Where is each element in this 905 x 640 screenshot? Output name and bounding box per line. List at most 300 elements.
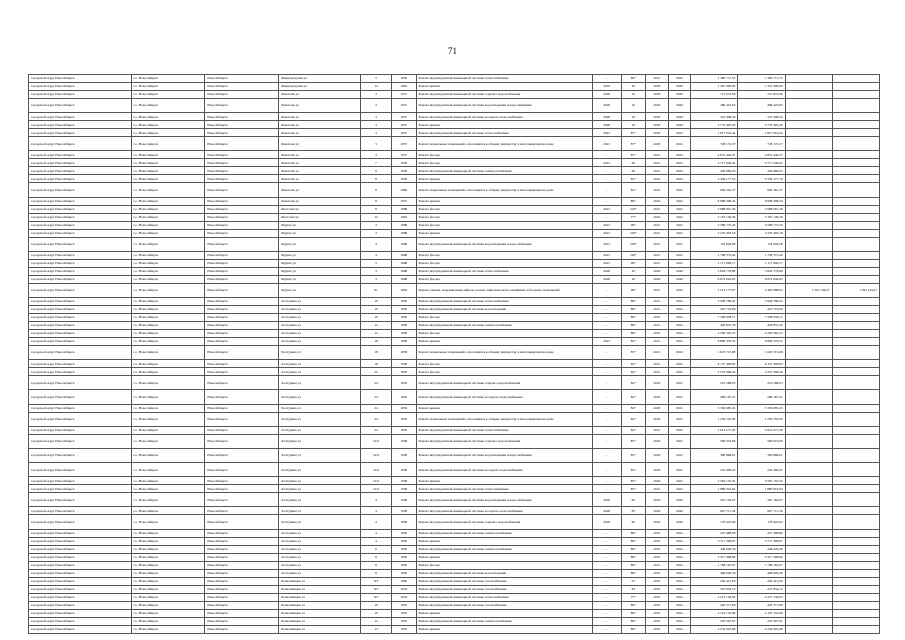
cell-year: 1959 [391, 390, 416, 404]
cell-year: 1958 [391, 329, 416, 337]
cell-year: 1964 [391, 213, 416, 221]
cell-plan-start: 2020 [646, 137, 669, 151]
cell-municipality: городской округ Новосибирск [29, 151, 132, 159]
cell-cost-total-2: 2 215 130,63 [738, 593, 785, 601]
cell-extra-2 [832, 376, 879, 390]
cell-street: Халтурина ул [279, 368, 361, 376]
cell-municipality: городской округ Новосибирск [29, 237, 132, 251]
cell-area: - [592, 183, 621, 197]
cell-plan-end: 2022 [668, 305, 691, 313]
cell-house: 3 [361, 221, 392, 229]
cell-street: Халтурина ул [279, 337, 361, 345]
table-row [29, 360, 880, 368]
cell-plan-start: 2021 [646, 259, 669, 267]
cell-municipality: городской округ Новосибирск [29, 197, 132, 205]
cell-cost-total-2: 433 367,91 [738, 617, 785, 625]
cell-area: - [592, 345, 621, 359]
cell-plan-start: 2021 [646, 151, 669, 159]
cell-cost-total: 6 874 044,95 [691, 275, 738, 283]
cell-plan-end: 2020 [668, 267, 691, 275]
table-row [29, 404, 880, 412]
cell-settlement: г.о. Новосибирск [131, 267, 205, 275]
cell-extra-1 [785, 617, 832, 625]
cell-cost-total: 3 317 368,96 [691, 553, 738, 561]
cell-work: Ремонт крыши [416, 229, 592, 237]
cell-settlement: г.о. Новосибирск [131, 275, 205, 283]
cell-settlement: г.о. Новосибирск [131, 368, 205, 376]
cell-area: - [592, 434, 621, 448]
cell-plan-start: 2020 [646, 113, 669, 121]
cell-year: 1957 [391, 151, 416, 159]
table-row [29, 617, 880, 625]
cell-street: Халтурина ул [279, 477, 361, 485]
cell-sign: 87* [621, 137, 646, 151]
cell-plan-start: 2021 [646, 368, 669, 376]
cell-cost-total: 204 412,09 [691, 577, 738, 585]
cell-municipality: городской округ Новосибирск [29, 625, 132, 633]
cell-area: 2021 [592, 237, 621, 251]
cell-work: Ремонт фасада [416, 329, 592, 337]
cell-extra-2 [832, 159, 879, 167]
cell-work: Ремонт крыши [416, 121, 592, 129]
cell-settlement: г.о. Новосибирск [131, 175, 205, 183]
cell-area: 2020 [592, 121, 621, 129]
cell-extra-1 [785, 321, 832, 329]
cell-cost-total: 6 157 406,85 [691, 360, 738, 368]
cell-cost-total: 468 626,36 [691, 569, 738, 577]
cell-cost-total: 3 774 495,26 [691, 121, 738, 129]
cell-plan-start: 2020 [646, 390, 669, 404]
cell-plan-start: 2021 [646, 345, 669, 359]
cell-house: 24 [361, 376, 392, 390]
cell-cost-total-2: 178 425,94 [738, 515, 785, 529]
cell-locality: Новосибирск г [205, 463, 279, 477]
cell-house: 8 [361, 175, 392, 183]
cell-house: 24 [361, 412, 392, 426]
cell-plan-start: 2020 [646, 448, 669, 462]
cell-locality: Новосибирск г [205, 577, 279, 585]
cell-house: 7 [361, 159, 392, 167]
cell-street: Филатова ул [279, 151, 361, 159]
cell-work: Ремонт внутридомовой инженерной системы водоотведения и водоснабжения [416, 99, 592, 113]
cell-area: 2020 [592, 99, 621, 113]
cell-locality: Новосибирск г [205, 507, 279, 515]
cell-work: Ремонт фасада [416, 259, 592, 267]
cell-extra-1 [785, 113, 832, 121]
cell-plan-end: 2022 [668, 213, 691, 221]
cell-locality: Новосибирск г [205, 337, 279, 345]
cell-area: - [592, 537, 621, 545]
table-row [29, 129, 880, 137]
cell-municipality: городской округ Новосибирск [29, 515, 132, 529]
cell-work: Ремонт внутридомовой инженерной системы газоснабжения [416, 601, 592, 609]
cell-extra-1 [785, 569, 832, 577]
cell-plan-start: 2022 [646, 313, 669, 321]
cell-year: 1958 [391, 477, 416, 485]
cell-extra-2 [832, 121, 879, 129]
cell-locality: Новосибирск г [205, 585, 279, 593]
table-row [29, 609, 880, 617]
cell-settlement: г.о. Новосибирск [131, 376, 205, 390]
cell-plan-start: 2022 [646, 617, 669, 625]
cell-area: 2020 [592, 113, 621, 121]
cell-sign: 83* [621, 175, 646, 183]
table-row [29, 412, 880, 426]
cell-work: Ремонт внутридомовой инженерной системы теплоснабжения [416, 129, 592, 137]
cell-extra-1 [785, 515, 832, 529]
cell-work: Ремонт внутридомовой инженерной системы электроснабжения [416, 529, 592, 537]
cell-year: 1958 [391, 507, 416, 515]
cell-extra-2 [832, 329, 879, 337]
cell-extra-2 [832, 609, 879, 617]
cell-sign: 87* [621, 151, 646, 159]
cell-plan-end: 2022 [668, 485, 691, 493]
cell-plan-start: 2020 [646, 376, 669, 390]
cell-extra-1 [785, 213, 832, 221]
cell-year: 1968 [391, 221, 416, 229]
cell-sign: 88* [621, 553, 646, 561]
cell-area: - [592, 448, 621, 462]
cell-plan-start: 2020 [646, 129, 669, 137]
cell-work: Ремонт внутридомовой инженерной системы горячего водоснабжения [416, 434, 592, 448]
cell-extra-2 [832, 507, 879, 515]
cell-settlement: г.о. Новосибирск [131, 313, 205, 321]
cell-plan-end: 2021 [668, 390, 691, 404]
cell-work: Ремонт внутридомовой инженерной системы теплоснабжения [416, 267, 592, 275]
cell-street: Халтурина ул [279, 529, 361, 537]
cell-plan-start: 2020 [646, 404, 669, 412]
cell-street: Филатова ул [279, 159, 361, 167]
cell-area: - [592, 625, 621, 633]
cell-plan-start: 2020 [646, 83, 669, 91]
cell-locality: Новосибирск г [205, 360, 279, 368]
cell-extra-2 [832, 259, 879, 267]
cell-street: Халтурина ул [279, 404, 361, 412]
cell-work: Ремонт внутридомовой инженерной системы теплоснабжения [416, 75, 592, 83]
cell-settlement: г.о. Новосибирск [131, 321, 205, 329]
cell-plan-end: 2022 [668, 345, 691, 359]
cell-plan-end: 2022 [668, 529, 691, 537]
cell-year: 1959 [391, 404, 416, 412]
cell-locality: Новосибирск г [205, 221, 279, 229]
table-row [29, 537, 880, 545]
cell-year: 1957 [391, 113, 416, 121]
cell-house: 18 [361, 345, 392, 359]
cell-street: Халтурина ул [279, 493, 361, 507]
cell-municipality: городской округ Новосибирск [29, 485, 132, 493]
cell-municipality: городской округ Новосибирск [29, 305, 132, 313]
cell-plan-start: 2020 [646, 91, 669, 99]
cell-locality: Новосибирск г [205, 553, 279, 561]
cell-year: 1956 [391, 305, 416, 313]
cell-street: Филатова ул [279, 197, 361, 205]
cell-year: 1960 [391, 577, 416, 585]
cell-plan-end: 2021 [668, 259, 691, 267]
cell-plan-start: 2021 [646, 159, 669, 167]
cell-work: Ремонт крыши [416, 404, 592, 412]
cell-work: Ремонт внутридомовой инженерной системы газоснабжения [416, 577, 592, 585]
cell-cost-total: 3 167 146,39 [691, 213, 738, 221]
cell-locality: Новосибирск г [205, 593, 279, 601]
cell-work: Ремонт подвальных помещений, относящихся к общему имуществу в многоквартирном доме [416, 137, 592, 151]
cell-cost-total: 3 711 399,67 [691, 537, 738, 545]
cell-cost-total-2: 1 817 616,44 [738, 129, 785, 137]
cell-extra-2 [832, 129, 879, 137]
cell-year: 1975 [391, 197, 416, 205]
cell-extra-2 [832, 593, 879, 601]
cell-plan-start: 2020 [646, 477, 669, 485]
cell-locality: Новосибирск г [205, 99, 279, 113]
cell-cost-total: 1 625 715,98 [691, 345, 738, 359]
cell-work: Ремонт внутридомовой инженерной системы холодного водоснабжения [416, 463, 592, 477]
cell-settlement: г.о. Новосибирск [131, 213, 205, 221]
cell-plan-end: 2022 [668, 321, 691, 329]
cell-plan-end: 2022 [668, 569, 691, 577]
cell-settlement: г.о. Новосибирск [131, 426, 205, 434]
cell-locality: Новосибирск г [205, 183, 279, 197]
cell-extra-2 [832, 137, 879, 151]
cell-municipality: городской округ Новосибирск [29, 477, 132, 485]
cell-plan-start: 2022 [646, 213, 669, 221]
table-row [29, 426, 880, 434]
cell-street: Филатова ул [279, 99, 361, 113]
cell-cost-total-2: 468 626,36 [738, 569, 785, 577]
cell-plan-end: 2022 [668, 75, 691, 83]
cell-settlement: г.о. Новосибирск [131, 434, 205, 448]
cell-municipality: городской округ Новосибирск [29, 529, 132, 537]
capital-repair-register-table [28, 74, 880, 634]
cell-cost-total-2: 390 868,01 [738, 448, 785, 462]
cell-cost-total-2: 3 774 495,26 [738, 121, 785, 129]
cell-area: - [592, 593, 621, 601]
cell-settlement: г.о. Новосибирск [131, 360, 205, 368]
cell-sign: 89* [621, 197, 646, 205]
cell-area: - [592, 569, 621, 577]
cell-work: Ремонт фасада [416, 275, 592, 283]
cell-area: - [592, 577, 621, 585]
cell-year: 1958 [391, 337, 416, 345]
cell-sign: 84* [621, 376, 646, 390]
cell-extra-1 [785, 99, 832, 113]
cell-cost-total-2: 6 157 406,85 [738, 360, 785, 368]
cell-extra-1 [785, 159, 832, 167]
cell-house: 8 [361, 569, 392, 577]
cell-street: Халтурина ул [279, 297, 361, 305]
cell-year: 1956 [391, 569, 416, 577]
cell-work: Ремонт внутридомовой инженерной системы холодного водоснабжения [416, 507, 592, 515]
cell-house: 24 [361, 426, 392, 434]
cell-work: Ремонт фасада [416, 221, 592, 229]
cell-settlement: г.о. Новосибирск [131, 390, 205, 404]
cell-area: 2020 [592, 267, 621, 275]
table-row [29, 221, 880, 229]
cell-municipality: городской округ Новосибирск [29, 283, 132, 297]
cell-locality: Новосибирск г [205, 321, 279, 329]
cell-cost-total: 7 208 958,15 [691, 313, 738, 321]
cell-work: Ремонт внутридомовой инженерной системы теплоснабжения [416, 297, 592, 305]
cell-cost-total-2: 204 412,09 [738, 577, 785, 585]
cell-plan-end: 2020 [668, 83, 691, 91]
cell-sign: 89* [621, 537, 646, 545]
cell-sign: 20 [621, 83, 646, 91]
cell-municipality: городской округ Новосибирск [29, 617, 132, 625]
cell-cost-total: 1 171 900,17 [691, 259, 738, 267]
cell-cost-total-2: 1 310 399,60 [738, 83, 785, 91]
cell-extra-1 [785, 593, 832, 601]
cell-area: - [592, 485, 621, 493]
cell-cost-total-2: 6 874 044,95 [738, 275, 785, 283]
cell-plan-end: 2020 [668, 99, 691, 113]
cell-municipality: городской округ Новосибирск [29, 507, 132, 515]
cell-work: Ремонт внутридомовой инженерной системы водоотведения и водоснабжения [416, 237, 592, 251]
cell-settlement: г.о. Новосибирск [131, 329, 205, 337]
cell-area: 2020 [592, 91, 621, 99]
cell-cost-total-2: 2 234 091,68 [738, 625, 785, 633]
cell-work: Ремонт крыши [416, 625, 592, 633]
cell-work: Ремонт внутридомовой инженерной системы горячего водоснабжения [416, 376, 592, 390]
cell-extra-1 [785, 205, 832, 213]
cell-settlement: г.о. Новосибирск [131, 129, 205, 137]
cell-locality: Новосибирск г [205, 297, 279, 305]
table-row [29, 368, 880, 376]
cell-locality: Новосибирск г [205, 213, 279, 221]
table-row [29, 113, 880, 121]
cell-year: 1958 [391, 493, 416, 507]
cell-sign: 96* [621, 259, 646, 267]
cell-plan-end: 2021 [668, 412, 691, 426]
cell-cost-total-2: 994 361,37 [738, 183, 785, 197]
table-row [29, 477, 880, 485]
cell-plan-end: 2021 [668, 237, 691, 251]
cell-year: 1955 [391, 625, 416, 633]
cell-extra-1 [785, 368, 832, 376]
cell-locality: Новосибирск г [205, 601, 279, 609]
cell-plan-start: 2022 [646, 197, 669, 205]
cell-work: Ремонт подвальных помещений, относящихся к общему имуществу в многоквартирном доме [416, 183, 592, 197]
cell-house: 24 [361, 390, 392, 404]
cell-cost-total-2: 4 872 446,37 [738, 151, 785, 159]
cell-house: 14 [361, 83, 392, 91]
cell-extra-1 [785, 183, 832, 197]
cell-municipality: городской округ Новосибирск [29, 313, 132, 321]
cell-year: 1956 [391, 553, 416, 561]
cell-cost-total-2: 225 854,72 [738, 585, 785, 593]
cell-house: 12 [361, 329, 392, 337]
cell-area: - [592, 412, 621, 426]
cell-house: 9 [361, 167, 392, 175]
cell-municipality: городской округ Новосибирск [29, 91, 132, 99]
cell-cost-total-2: 3 717 646,42 [738, 159, 785, 167]
cell-year: 1958 [391, 321, 416, 329]
cell-cost-total-2: 1 256 702,09 [738, 412, 785, 426]
cell-settlement: г.о. Новосибирск [131, 477, 205, 485]
cell-extra-2 [832, 345, 879, 359]
cell-area: - [592, 545, 621, 553]
cell-plan-start: 2021 [646, 297, 669, 305]
cell-plan-end: 2021 [668, 221, 691, 229]
cell-locality: Новосибирск г [205, 259, 279, 267]
cell-extra-2 [832, 113, 879, 121]
cell-cost-total: 1 817 616,44 [691, 129, 738, 137]
cell-plan-start: 2021 [646, 337, 669, 345]
cell-work: Ремонт внутридомовой инженерной системы горячего водоснабжения [416, 515, 592, 529]
cell-extra-2 [832, 305, 879, 313]
cell-extra-2 [832, 529, 879, 537]
cell-plan-end: 2022 [668, 625, 691, 633]
cell-area: - [592, 376, 621, 390]
cell-street: Халтурина ул [279, 426, 361, 434]
cell-sign: 82* [621, 337, 646, 345]
cell-area: - [592, 283, 621, 297]
cell-cost-total-2: 2 614 277,20 [738, 426, 785, 434]
table-row [29, 121, 880, 129]
cell-settlement: г.о. Новосибирск [131, 515, 205, 529]
cell-house: 4 [361, 251, 392, 259]
cell-extra-2 [832, 404, 879, 412]
cell-cost-total: 178 425,94 [691, 515, 738, 529]
cell-cost-total-2: 6 998 298,44 [738, 197, 785, 205]
cell-extra-1 [785, 329, 832, 337]
cell-municipality: городской округ Новосибирск [29, 569, 132, 577]
cell-work: Ремонт фасада [416, 251, 592, 259]
table-row [29, 625, 880, 633]
cell-municipality: городской округ Новосибирск [29, 561, 132, 569]
cell-extra-1 [785, 434, 832, 448]
cell-house: 32/4 [361, 463, 392, 477]
cell-settlement: г.о. Новосибирск [131, 137, 205, 151]
cell-area: 2021 [592, 159, 621, 167]
cell-plan-end: 2021 [668, 434, 691, 448]
cell-work: Ремонт фасада [416, 159, 592, 167]
cell-plan-start: 2020 [646, 412, 669, 426]
cell-plan-start: 2021 [646, 305, 669, 313]
cell-cost-total: 3 214 177,07 [691, 283, 738, 297]
cell-street: Халтурина ул [279, 463, 361, 477]
cell-extra-1 [785, 259, 832, 267]
cell-extra-1 [785, 609, 832, 617]
cell-plan-end: 2022 [668, 197, 691, 205]
cell-work: Ремонт крыши [416, 337, 592, 345]
cell-plan-start: 2022 [646, 175, 669, 183]
cell-work: Ремонт крыши [416, 477, 592, 485]
cell-plan-end: 2022 [668, 175, 691, 183]
cell-area: - [592, 561, 621, 569]
cell-plan-end: 2021 [668, 404, 691, 412]
cell-extra-2 [832, 251, 879, 259]
cell-cost-total: 994 361,37 [691, 183, 738, 197]
cell-cost-total-2: 3 279 493,18 [738, 229, 785, 237]
cell-cost-total-2: 3 565 155,32 [738, 477, 785, 485]
cell-cost-total-2: 289 167,31 [738, 390, 785, 404]
cell-locality: Новосибирск г [205, 91, 279, 99]
cell-year: 1959 [391, 368, 416, 376]
cell-plan-start: 2022 [646, 585, 669, 593]
cell-street: Халтурина ул [279, 507, 361, 515]
cell-area: - [592, 213, 621, 221]
cell-locality: Новосибирск г [205, 205, 279, 213]
cell-area: 2020 [592, 507, 621, 515]
cell-cost-total: 2 123 152,99 [691, 609, 738, 617]
cell-cost-total-2: 397 162,97 [738, 493, 785, 507]
cell-street: Фрунзе ул [279, 229, 361, 237]
cell-sign: 84* [621, 426, 646, 434]
cell-settlement: г.о. Новосибирск [131, 601, 205, 609]
cell-sign: 85* [621, 448, 646, 462]
cell-area: - [592, 368, 621, 376]
cell-year: 1958 [391, 434, 416, 448]
cell-locality: Новосибирск г [205, 561, 279, 569]
cell-cost-total: 433 367,91 [691, 617, 738, 625]
